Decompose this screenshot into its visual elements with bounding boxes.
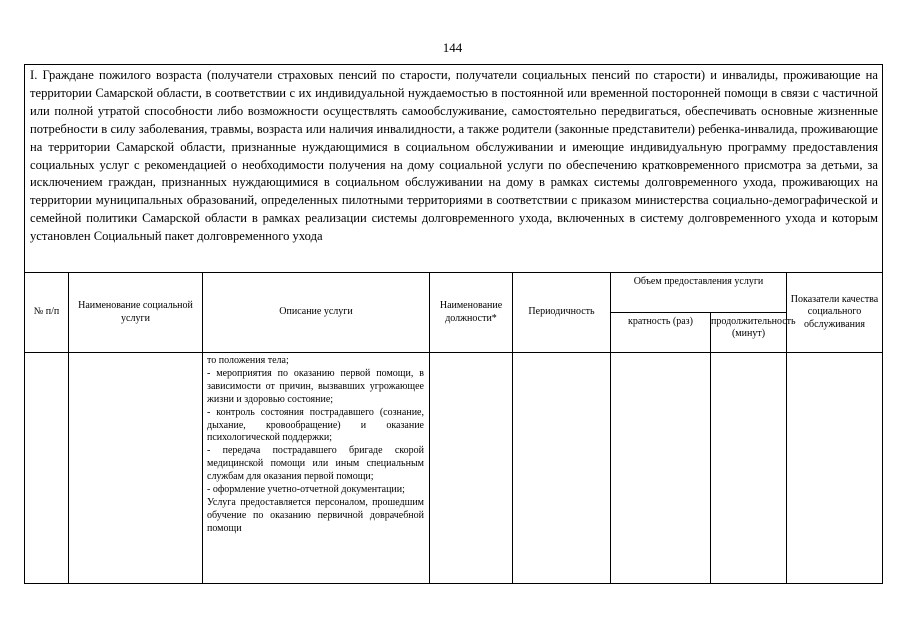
header-volume: Объем предоставления услуги	[611, 273, 787, 313]
cell-duration	[711, 353, 787, 584]
header-periodicity: Периодичность	[513, 273, 611, 353]
description-line: - передача пострадавшего бригаде скорой медицинской помощи или иным специальным службам для оказания первой помощи;	[207, 445, 424, 483]
cell-multiplicity	[611, 353, 711, 584]
cell-periodicity	[513, 353, 611, 584]
section-title: I. Граждане пожилого возраста (получатели страховых пенсий по старости, получатели социальных пенсий по старости) и инвалиды, проживающие на территории Самарской области, в соответствии с их индивидуальной нуждаемостью в постоянной или временной посторонней помощи в связи с частичной или полной утратой способности либо возможности осуществлять самообслуживание, самостоятельно передвигаться, обеспечивать основные жизненные потребности в силу заболевания, травмы, возраста или наличия инвалидности, а также родители (законные представители) ребенка-инвалида, проживающие на территории Самарской области, признанные нуждающимися в социальном обслуживании и имеющие индивидуальную программу предоставления социальных услуг с рекомендацией о необходимости получения на дому социальной услуги по обеспечению кратковременного присмотра за детьми, за исключением граждан, признанных нуждающимися в социальном обслуживании на дому в рамках системы долговременного ухода, проживающих на территории муниципальных образований, определенных пилотными территориями в соответствии с приказом министерства социально-демографической и семейной политики Самарской области в рамках реализации системы долговременного ухода, включенных в систему долговременного ухода и которым установлен Социальный пакет долговременного ухода	[25, 65, 883, 273]
header-description: Описание услуги	[203, 273, 430, 353]
description-line: - оформление учетно-отчетной документации;	[207, 484, 405, 496]
cell-service-name	[69, 353, 203, 584]
header-quality: Показатели качества социального обслуживания	[787, 273, 883, 353]
table-row	[25, 353, 883, 584]
description-line: то положения тела;	[207, 355, 289, 366]
header-service-name: Наименование социальной услуги	[69, 273, 203, 353]
description-line: - контроль состояния пострадавшего (сознание, дыхание, кровообращение) и оказание психологической поддержки;	[207, 406, 424, 444]
cell-position	[430, 353, 513, 584]
header-multiplicity: кратность (раз)	[611, 313, 711, 353]
header-duration: продолжительность (минут)	[711, 313, 787, 353]
cell-description	[203, 353, 430, 584]
header-position: Наименование должности*	[430, 273, 513, 353]
cell-quality	[787, 353, 883, 584]
description-line: Услуга предоставляется персоналом, прошедшим обучение по оказанию первичной доврачебной помощи	[207, 496, 424, 534]
page-number: 144	[442, 40, 463, 55]
header-num: № п/п	[25, 273, 69, 353]
services-table	[24, 64, 883, 584]
description-line: - мероприятия по оказанию первой помощи, в зависимости от причин, вызвавших угрожающее жизни и здоровью состояние;	[207, 367, 424, 405]
cell-num	[25, 353, 69, 584]
